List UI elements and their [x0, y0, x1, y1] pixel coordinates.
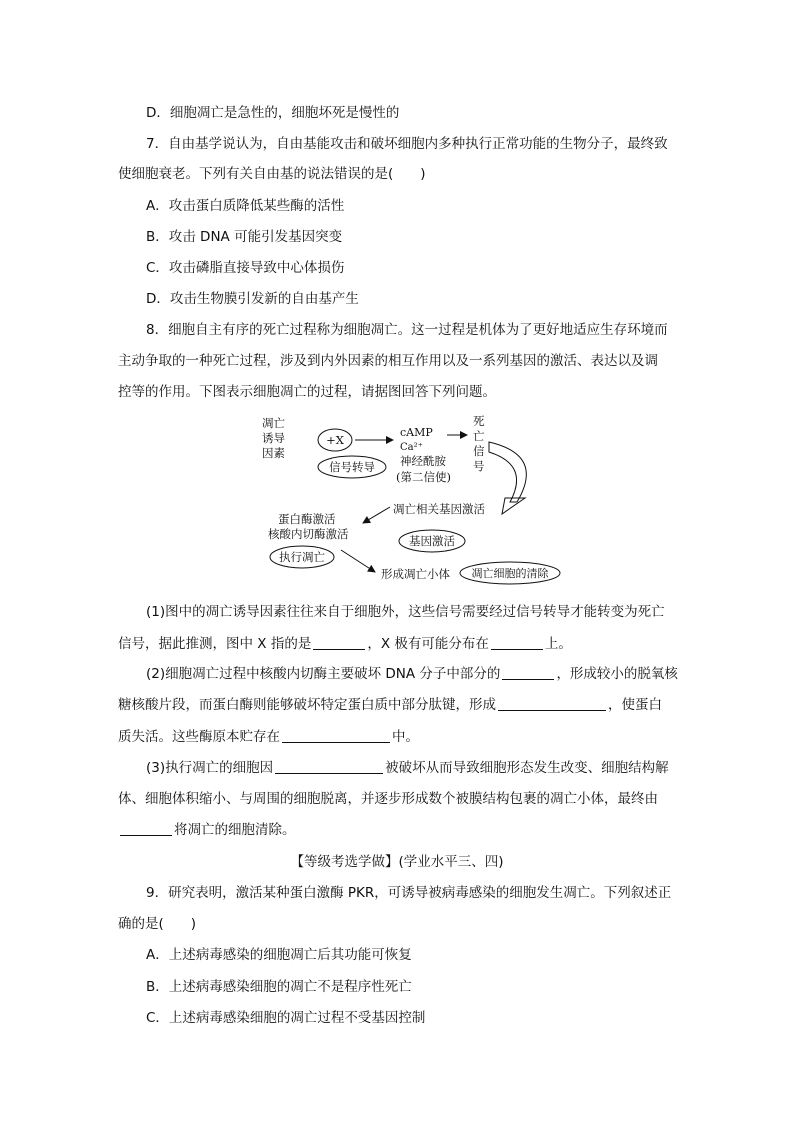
- q8-stem-line3: 控等的作用。下图表示细胞凋亡的过程，请据图回答下列问题。: [118, 384, 496, 400]
- q7-option-c: C．攻击磷脂直接导致中心体损伤: [146, 260, 345, 276]
- arrow-to-apoptotic-body: [341, 550, 375, 572]
- messenger-ca: Ca²⁺: [400, 442, 423, 453]
- answer-blank-4[interactable]: [498, 696, 606, 711]
- q7-stem-line2: 使细胞衰老。下列有关自由基的说法错误的是( ): [118, 166, 426, 182]
- death-signal-2: 亡: [473, 429, 485, 443]
- q6-option-d: D．细胞凋亡是急性的，细胞坏死是慢性的: [146, 105, 400, 121]
- signal-transduction-label: 信号转导: [329, 460, 375, 474]
- q8-part3-line2: 体、细胞体积缩小、与周围的细胞脱离，并逐步形成数个被膜结构包裹的凋亡小体，最终由: [118, 791, 658, 807]
- curved-arrow: [489, 442, 526, 502]
- apoptotic-body-label: 形成凋亡小体: [381, 567, 450, 581]
- answer-blank-7[interactable]: [120, 821, 172, 836]
- enzymes-line-1: 蛋白酶激活: [278, 512, 336, 526]
- q8-part2-line1: (2)细胞凋亡过程中核酸内切酶主要破坏 DNA 分子中部分的 ，形成较小的脱氧核: [146, 666, 678, 682]
- q8-part1-line2: 信号，据此推测，图中 X 指的是 ，X 极有可能分布在 上。: [118, 636, 572, 652]
- death-signal-3: 信: [473, 444, 485, 458]
- section-title: 【等级考选学做】(学业水平三、四): [290, 854, 504, 870]
- q8-stem-line1: 8．细胞自主有序的死亡过程称为细胞凋亡。这一过程是机体为了更好地适应生存环境而: [146, 322, 668, 338]
- q7-option-d: D．攻击生物膜引发新的自由基产生: [146, 291, 359, 307]
- clearance-label: 凋亡细胞的清除: [471, 567, 549, 580]
- death-signal-1: 死: [473, 414, 485, 428]
- q9-stem-line1: 9．研究表明，激活某种蛋白激酶 PKR，可诱导被病毒感染的细胞发生凋亡。下列叙述正: [146, 885, 672, 901]
- enzymes-line-2: 核酸内切酶激活: [268, 527, 349, 541]
- messenger-ceramide: 神经酰胺: [400, 454, 446, 468]
- inducer-label-2: 诱导: [262, 431, 285, 445]
- q9-option-b: B．上述病毒感染细胞的凋亡不是程序性死亡: [146, 979, 412, 995]
- death-signal-4: 号: [473, 459, 485, 473]
- q9-option-c: C．上述病毒感染细胞的凋亡过程不受基因控制: [146, 1010, 426, 1026]
- curved-arrow-head: [502, 498, 525, 514]
- q8-part1-line1: (1)图中的凋亡诱导因素往往来自于细胞外，这些信号需要经过信号转导才能转变为死亡: [146, 604, 665, 620]
- q8-stem-line2: 主动争取的一种死亡过程，涉及到内外因素的相互作用以及一系列基因的激活、表达以及调: [118, 353, 658, 369]
- inducer-label-3: 因素: [262, 446, 285, 460]
- apoptosis-diagram: [255, 410, 565, 590]
- q7-option-b: B．攻击 DNA 可能引发基因突变: [146, 229, 343, 245]
- answer-blank-6[interactable]: [275, 759, 383, 774]
- answer-blank-2[interactable]: [491, 635, 543, 650]
- execute-label: 执行凋亡: [279, 550, 325, 564]
- q8-part3-line1: (3)执行凋亡的细胞因 被破坏从而导致细胞形态发生改变、细胞结构解: [146, 760, 669, 776]
- inducer-label-1: 凋亡: [262, 416, 285, 430]
- q8-part3-line3: 将凋亡的细胞清除。: [118, 820, 678, 840]
- q7-option-a: A．攻击蛋白质降低某些酶的活性: [146, 198, 345, 214]
- q8-part2-line2: 糖核酸片段，而蛋白酶则能够破坏特定蛋白质中部分肽键，形成 ，使蛋白: [118, 697, 662, 713]
- q7-stem-line1: 7．自由基学说认为，自由基能攻击和破坏细胞内多种执行正常功能的生物分子，最终致: [146, 136, 668, 152]
- x-circle-label: +X: [326, 433, 344, 447]
- arrow-to-enzymes: [363, 507, 390, 523]
- q9-option-a: A．上述病毒感染的细胞凋亡后其功能可恢复: [146, 947, 412, 963]
- q8-part2-line3: 质失活。这些酶原本贮存在 中。: [118, 729, 419, 745]
- gene-activation-text: 凋亡相关基因激活: [393, 502, 485, 516]
- answer-blank-3[interactable]: [502, 665, 554, 680]
- gene-activation-label: 基因激活: [409, 534, 455, 548]
- answer-blank-5[interactable]: [282, 728, 390, 743]
- messenger-note: (第二信使): [396, 470, 451, 484]
- q9-stem-line2: 确的是( ): [118, 916, 197, 932]
- answer-blank-1[interactable]: [313, 635, 365, 650]
- messenger-camp: cAMP: [400, 426, 433, 439]
